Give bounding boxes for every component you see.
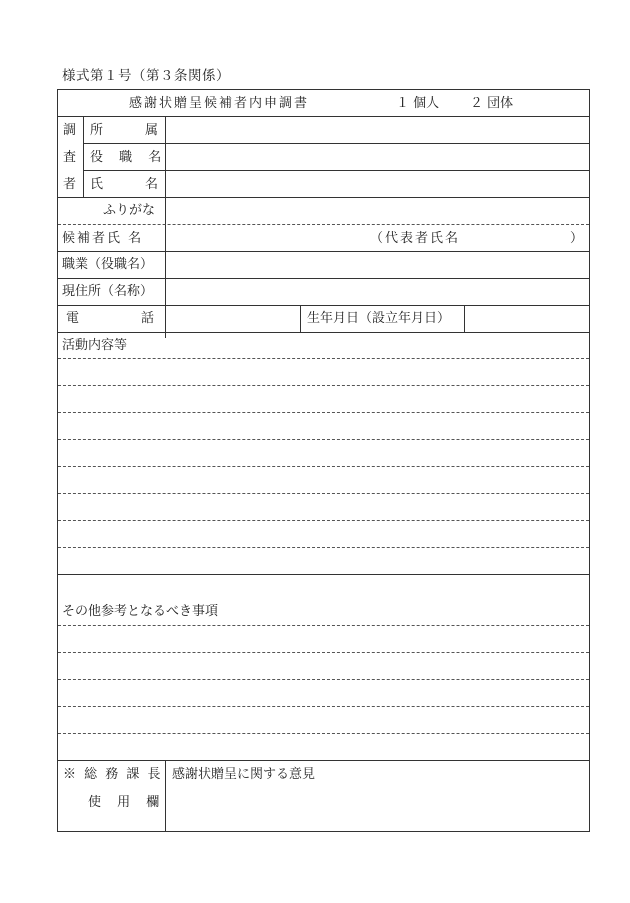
option-individual[interactable]: １ 個人 — [396, 96, 440, 111]
occupation-label: 職業（役職名） — [62, 257, 154, 272]
divider — [58, 466, 589, 467]
divider — [83, 170, 589, 171]
divider — [58, 706, 589, 707]
position-label: 役 職 名 — [90, 150, 168, 165]
divider — [58, 574, 589, 575]
phone-label: 電 — [66, 311, 80, 326]
form-title: 感謝状贈呈候補者内申調書 — [129, 96, 310, 111]
representative-close: ） — [570, 231, 584, 246]
divider — [58, 760, 589, 761]
divider — [300, 305, 301, 332]
divider — [464, 305, 465, 332]
divider — [83, 143, 589, 144]
divider — [58, 412, 589, 413]
birth-date-label: 生年月日（設立年月日） — [307, 311, 451, 326]
investigator-char: 査 — [63, 150, 77, 165]
representative-label: （代表者氏名 — [370, 231, 461, 246]
divider — [58, 625, 589, 626]
divider — [58, 197, 589, 198]
divider — [58, 305, 589, 306]
investigator-char: 者 — [63, 177, 77, 192]
application-form — [57, 89, 590, 832]
activities-label: 活動内容等 — [62, 338, 128, 353]
divider — [58, 358, 589, 359]
manager-column-label: ※ 総 務 課 長 — [63, 767, 163, 782]
opinion-label: 感謝状贈呈に関する意見 — [172, 767, 316, 782]
divider — [58, 493, 589, 494]
divider — [58, 385, 589, 386]
phone-label: 話 — [141, 311, 155, 326]
manager-column-label: 使 用 欄 — [88, 795, 166, 810]
divider — [83, 116, 84, 197]
option-group[interactable]: ２ 団体 — [470, 96, 514, 111]
address-label: 現住所（名称） — [62, 284, 154, 299]
divider — [58, 332, 589, 333]
affiliation-label: 所 — [90, 123, 104, 138]
divider — [58, 733, 589, 734]
investigator-name-label: 名 — [145, 177, 159, 192]
candidate-name-label: 候補者氏 名 — [62, 231, 144, 246]
investigator-name-label: 氏 — [90, 177, 104, 192]
divider — [58, 652, 589, 653]
divider — [58, 224, 589, 225]
divider — [58, 278, 589, 279]
divider — [58, 547, 589, 548]
divider — [58, 439, 589, 440]
divider — [58, 116, 589, 117]
furigana-label: ふりがな — [103, 203, 156, 218]
divider — [58, 520, 589, 521]
divider — [58, 251, 589, 252]
investigator-char: 調 — [63, 123, 77, 138]
other-matters-label: その他参考となるべき事項 — [62, 604, 219, 619]
divider — [58, 679, 589, 680]
affiliation-label: 属 — [145, 123, 159, 138]
form-number: 様式第１号（第３条関係） — [62, 68, 230, 84]
